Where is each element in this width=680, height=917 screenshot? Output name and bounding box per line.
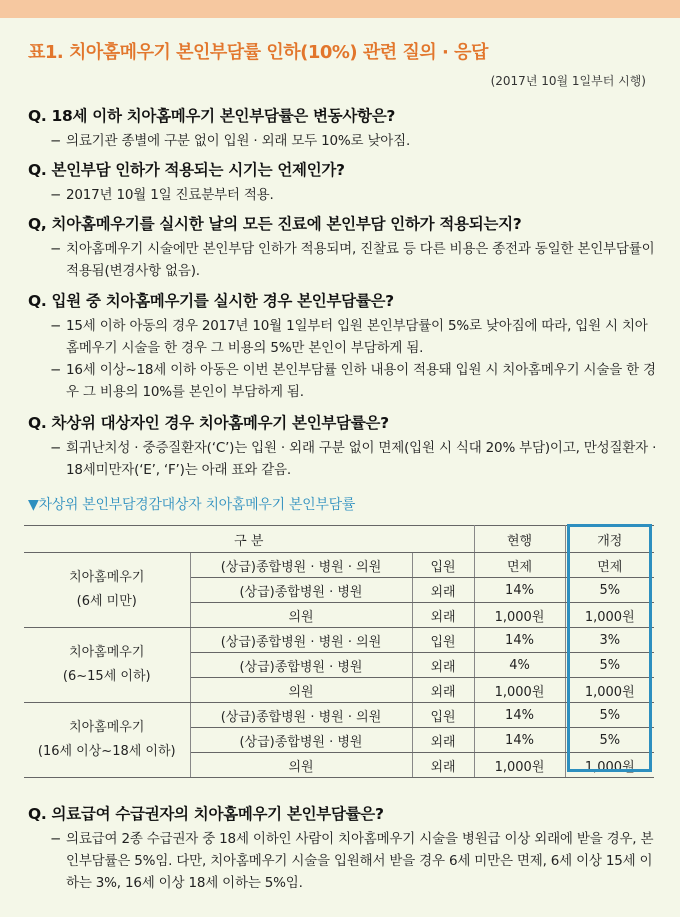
- revised-cell: 1,000원: [565, 603, 654, 628]
- current-cell: 4%: [474, 653, 565, 678]
- header-current: 현행: [474, 526, 565, 553]
- type-cell: 입원: [412, 628, 474, 653]
- revised-cell: 5%: [565, 703, 654, 728]
- answer: − 16세 이상~18세 이하 아동은 이번 본인부담률 인하 내용이 적용돼 입원 시 치아홈메우기 시술을 한 경우 그 비용의 10%를 본인이 부담하게 됨.: [50, 362, 656, 400]
- facility-cell: (상급)종합병원 · 병원: [190, 728, 412, 753]
- qa-item: [28, 802, 658, 894]
- revised-cell: 면제: [565, 553, 654, 578]
- table-row: [24, 628, 654, 653]
- group-label: 치아홈메우기 (6~15세 이하): [24, 628, 190, 703]
- type-cell: 외래: [412, 728, 474, 753]
- current-cell: 14%: [474, 728, 565, 753]
- revised-cell: 1,000원: [565, 753, 654, 778]
- revised-cell: 5%: [565, 653, 654, 678]
- current-cell: 1,000원: [474, 603, 565, 628]
- table-row: [24, 703, 654, 728]
- question: Q. 차상위 대상자인 경우 치아홈메우기 본인부담률은?: [28, 414, 389, 432]
- answer: − 15세 이하 아동의 경우 2017년 10월 1일부터 입원 본인부담률이 5%로 낮아짐에 따라, 입원 시 치아홈메우기 시술을 한 경우 그 비용의 5%만 본인이 부담하게 됨.: [50, 318, 648, 356]
- type-cell: 외래: [412, 603, 474, 628]
- current-cell: 14%: [474, 628, 565, 653]
- top-color-band: [0, 0, 680, 18]
- qa-item: [28, 158, 658, 206]
- current-cell: 14%: [474, 703, 565, 728]
- answer: − 희귀난치성 · 중증질환자(‘C’)는 입원 · 외래 구분 없이 면제(입원 시 식대 20% 부담)이고, 만성질환자 · 18세미만자(‘E’, ‘F’)는 아래 표와 같음.: [50, 440, 657, 478]
- facility-cell: (상급)종합병원 · 병원 · 의원: [190, 628, 412, 653]
- facility-cell: 의원: [190, 678, 412, 703]
- group-label: 치아홈메우기 (6세 미만): [24, 553, 190, 628]
- table-row: [24, 553, 654, 578]
- revised-cell: 1,000원: [565, 678, 654, 703]
- answer: − 치아홈메우기 시술에만 본인부담 인하가 적용되며, 진찰료 등 다른 비용은 종전과 동일한 본인부담률이 적용됨(변경사항 없음).: [50, 241, 655, 279]
- facility-cell: 의원: [190, 603, 412, 628]
- revised-cell: 3%: [565, 628, 654, 653]
- qa-item: [28, 289, 658, 403]
- group-label: 치아홈메우기 (16세 이상~18세 이하): [24, 703, 190, 778]
- qa-item: [28, 212, 658, 282]
- answer: − 의료기관 종별에 구분 없이 입원 · 외래 모두 10%로 낮아짐.: [50, 133, 411, 149]
- current-cell: 1,000원: [474, 753, 565, 778]
- facility-cell: (상급)종합병원 · 병원 · 의원: [190, 553, 412, 578]
- header-category: 구 분: [24, 526, 474, 553]
- type-cell: 입원: [412, 703, 474, 728]
- facility-cell: (상급)종합병원 · 병원: [190, 653, 412, 678]
- qa-item: [28, 104, 658, 152]
- question: Q. 의료급여 수급권자의 치아홈메우기 본인부담률은?: [28, 805, 384, 823]
- answer: − 2017년 10월 1일 진료분부터 적용.: [50, 187, 274, 203]
- question: Q. 입원 중 치아홈메우기를 실시한 경우 본인부담률은?: [28, 292, 394, 310]
- header-revised: 개정: [565, 526, 654, 553]
- revised-cell: 5%: [565, 578, 654, 603]
- type-cell: 외래: [412, 578, 474, 603]
- facility-cell: (상급)종합병원 · 병원: [190, 578, 412, 603]
- type-cell: 외래: [412, 653, 474, 678]
- facility-cell: (상급)종합병원 · 병원 · 의원: [190, 703, 412, 728]
- copay-rate-table: [24, 525, 654, 778]
- answer: − 의료급여 2종 수급권자 중 18세 이하인 사람이 치아홈메우기 시술을 병원급 이상 외래에 받을 경우, 본인부담률은 5%임. 다만, 치아홈메우기 시술을 입원해서 받을 경우 6세 미만은 면제, 6세 이상 15세 이하는 3%, 16세 이상 18세 이하는 5%임.: [50, 831, 654, 891]
- facility-cell: 의원: [190, 753, 412, 778]
- type-cell: 외래: [412, 678, 474, 703]
- table-caption: ▼차상위 본인부담경감대상자 치아홈메우기 본인부담률: [28, 497, 356, 513]
- question: Q. 18세 이하 치아홈메우기 본인부담률은 변동사항은?: [28, 107, 396, 125]
- effective-date-note: (2017년 10월 1일부터 시행): [490, 74, 646, 88]
- page-title: 표1. 치아홈메우기 본인부담률 인하(10%) 관련 질의 · 응답: [28, 42, 488, 63]
- revised-cell: 5%: [565, 728, 654, 753]
- table-header-row: [24, 526, 654, 553]
- question: Q, 치아홈메우기를 실시한 날의 모든 진료에 본인부담 인하가 적용되는지?: [28, 215, 522, 233]
- current-cell: 14%: [474, 578, 565, 603]
- qa-item: [28, 411, 658, 481]
- question: Q. 본인부담 인하가 적용되는 시기는 언제인가?: [28, 161, 345, 179]
- type-cell: 외래: [412, 753, 474, 778]
- current-cell: 1,000원: [474, 678, 565, 703]
- type-cell: 입원: [412, 553, 474, 578]
- current-cell: 면제: [474, 553, 565, 578]
